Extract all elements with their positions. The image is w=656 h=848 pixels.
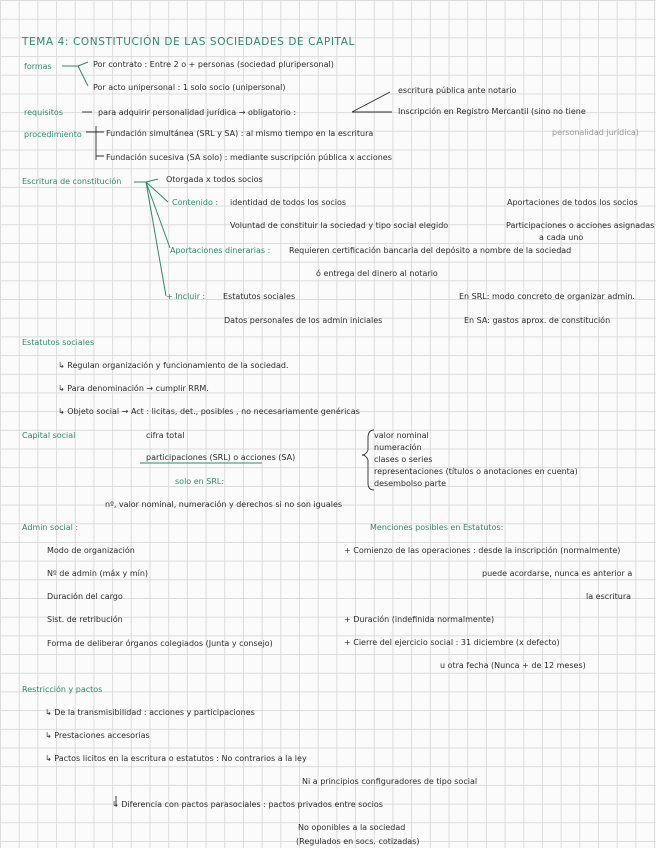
capital-list-1: numeración (374, 443, 422, 452)
admin-label: Admin social : (22, 523, 79, 532)
requisitos-inscripcion-cont: personalidad jurídica) (552, 128, 639, 137)
contenido-label: Contenido : (172, 198, 219, 207)
incluir-label: + Incluir : (166, 292, 206, 301)
procedimiento-label: procedimiento (24, 130, 82, 139)
contenido-1b: Aportaciones de todos los socios (507, 198, 638, 207)
page-title: TEMA 4: CONSTITUCIÓN DE LAS SOCIEDADES DE CAPITAL (22, 36, 355, 48)
capital-solo-srl: solo en SRL: (175, 477, 225, 486)
admin-item-3: Sist. de retribución (47, 615, 123, 624)
incluir-2b: En SA: gastos aprox. de constitución (464, 316, 611, 325)
contenido-2b: Participaciones o acciones asignadas (506, 221, 655, 230)
contenido-2: Voluntad de constituir la sociedad y tipo social elegido (230, 221, 449, 230)
restriccion-item-3b: Ni a principios configuradores de tipo social (302, 777, 478, 786)
estatutos-label: Estatutos sociales (22, 338, 95, 347)
menciones-label: Menciones posibles en Estatutos: (370, 523, 504, 532)
formas-label: formas (24, 62, 52, 71)
admin-item-2: Duración del cargo (47, 592, 123, 601)
incluir-2: Datos personales de los admin iniciales (224, 316, 383, 325)
estatutos-item-2: ↳ Para denominación → cumplir RRM. (58, 384, 209, 393)
contenido-2c: a cada uno (539, 233, 584, 242)
procedimiento-simultanea: Fundación simultánea (SRL y SA) : al mismo tiempo en la escritura (106, 129, 374, 138)
escritura-label: Escritura de constitución (22, 177, 122, 186)
capital-cifra: cifra total (146, 431, 185, 440)
restriccion-item-4c: (Regulados en socs. cotizadas) (296, 837, 420, 846)
restriccion-item-3: ↳ Pactos licitos en la escritura o estatutos : No contrarios a la ley (45, 754, 307, 763)
restriccion-item-4b: No oponibles a la sociedad (298, 823, 406, 832)
menciones-comienzo-3: la escritura (586, 592, 632, 601)
admin-item-4: Forma de deliberar órganos colegiados (Junta y consejo) (47, 639, 273, 648)
menciones-cierre-2: u otra fecha (Nunca + de 12 meses) (440, 661, 586, 670)
estatutos-item-3: ↳ Objeto social → Act : licitas, det., posibles , no necesariamente genéricas (58, 407, 360, 416)
capital-list-4: desembolso parte (374, 479, 447, 488)
admin-item-1: Nº de admin (máx y mín) (47, 569, 149, 578)
menciones-cierre: + Cierre del ejercicio social : 31 diciembre (x defecto) (344, 638, 560, 647)
restriccion-label: Restricción y pactos (22, 685, 103, 694)
capital-label: Capital social (22, 431, 76, 440)
dinerarias-label: Aportaciones dinerarias : (170, 246, 271, 255)
capital-division: participaciones (SRL) o acciones (SA) (146, 453, 296, 462)
capital-list-2: clases o series (374, 455, 433, 464)
dinerarias-2: ó entrega del dinero al notario (316, 269, 438, 278)
restriccion-item-4: ↳ Diferencia con pactos parasociales : pactos privados entre socios (112, 800, 383, 809)
restriccion-item-2: ↳ Prestaciones accesorias (45, 731, 150, 740)
admin-item-0: Modo de organización (47, 546, 135, 555)
contenido-1: identidad de todos los socios (230, 198, 347, 207)
incluir-1: Estatutos sociales (223, 292, 296, 301)
menciones-comienzo: + Comienzo de las operaciones : desde la inscripción (normalmente) (344, 546, 621, 555)
incluir-1b: En SRL: modo concreto de organizar admin. (459, 292, 635, 301)
procedimiento-sucesiva: Fundación sucesiva (SA solo) : mediante suscripción pública x acciones (106, 153, 392, 162)
menciones-duracion: + Duración (indefinida normalmente) (344, 615, 495, 624)
dinerarias-1: Requieren certificación bancaria del depósito a nombre de la sociedad (289, 246, 572, 255)
formas-unipersonal: Por acto unipersonal : 1 solo socio (unipersonal) (93, 83, 286, 92)
formas-contrato: Por contrato : Entre 2 o + personas (sociedad pluripersonal) (93, 60, 334, 69)
requisitos-text: para adquirir personalidad jurídica → obligatorio : (98, 108, 297, 117)
menciones-comienzo-2: puede acordarse, nunca es anterior a (482, 569, 633, 578)
capital-list-3: representaciones (títulos o anotaciones en cuenta) (374, 467, 578, 476)
requisitos-escritura: escritura pública ante notario (398, 86, 517, 95)
escritura-otorgada: Otorgada x todos socios (166, 175, 263, 184)
capital-list-0: valor nominal (374, 431, 429, 440)
estatutos-item-1: ↳ Regulan organización y funcionamiento de la sociedad. (58, 361, 289, 370)
capital-note: nº, valor nominal, numeración y derechos si no son iguales (105, 500, 343, 509)
requisitos-inscripcion: Inscripción en Registro Mercantil (sino no tiene (398, 107, 586, 116)
restriccion-item-1: ↳ De la transmisibilidad : acciones y participaciones (45, 708, 255, 717)
requisitos-label: requisitos (24, 108, 63, 117)
